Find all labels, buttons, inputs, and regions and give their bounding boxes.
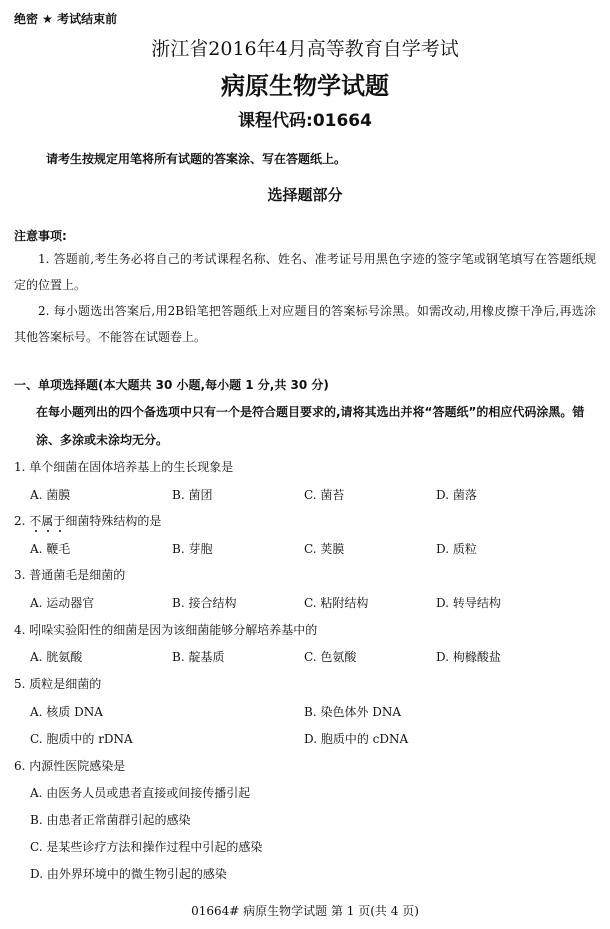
question-option: D. 转导结构	[436, 596, 501, 610]
question-option: D. 胞质中的 cDNA	[304, 732, 409, 746]
emphasis-text: 不属于	[29, 514, 66, 528]
question-option: B. 由患者正常菌群引起的感染	[30, 813, 191, 827]
answer-instruction: 请考生按规定用笔将所有试题的答案涂、写在答题纸上。	[46, 152, 347, 166]
section-description: 在每小题列出的四个备选项中只有一个是符合题目要求的,请将其选出并将“答题纸”的相应代码涂黑。错涂、多涂或未涂均无分。	[36, 405, 585, 447]
notice-heading: 注意事项:	[14, 229, 67, 243]
question-option: B. 染色体外 DNA	[304, 705, 402, 719]
question-option: B. 芽胞	[172, 542, 213, 556]
question-option: C. 色氨酸	[304, 650, 357, 664]
question-stem: 6. 内源性医院感染是	[14, 759, 126, 773]
question-option: A. 胱氨酸	[30, 650, 83, 664]
question-option: D. 质粒	[436, 542, 477, 556]
question-text: 细菌特殊结构的是	[65, 514, 162, 528]
question-option: C. 胞质中的 rDNA	[30, 732, 133, 746]
question-option: B. 接合结构	[172, 596, 237, 610]
notice-item: 1. 答题前,考生务必将自己的考试课程名称、姓名、准考证号用黑色字迹的签字笔或钢笔填写在答题纸规定的位置上。	[14, 252, 596, 292]
notice-item: 2. 每小题选出答案后,用2B铅笔把答题纸上对应题目的答案标号涂黑。如需改动,用橡皮擦干净后,再选涂其他答案标号。不能答在试题卷上。	[14, 304, 596, 344]
question-option: B. 菌团	[172, 488, 213, 502]
question-option: D. 菌落	[436, 488, 477, 502]
question-option: B. 靛基质	[172, 650, 225, 664]
confidential-mark: 绝密 ★ 考试结束前	[14, 12, 118, 26]
question-stem	[14, 512, 161, 529]
subject-title: 病原生物学试题	[221, 72, 389, 100]
question-option: A. 鞭毛	[30, 542, 71, 556]
question-stem: 1. 单个细菌在固体培养基上的生长现象是	[14, 460, 234, 474]
question-stem: 4. 吲哚实验阳性的细菌是因为该细菌能够分解培养基中的	[14, 623, 318, 637]
question-option: C. 荚膜	[304, 542, 345, 556]
question-option: C. 粘附结构	[304, 596, 369, 610]
question-option: D. 枸橼酸盐	[436, 650, 501, 664]
question-option: A. 核质 DNA	[30, 705, 103, 719]
question-number: 2.	[14, 514, 30, 528]
question-option: D. 由外界环境中的微生物引起的感染	[30, 867, 227, 881]
part-title: 选择题部分	[267, 186, 343, 204]
section-heading: 一、单项选择题(本大题共 30 小题,每小题 1 分,共 30 分)	[14, 378, 329, 392]
question-option: C. 菌苔	[304, 488, 345, 502]
question-stem: 5. 质粒是细菌的	[14, 677, 102, 691]
question-option: A. 菌膜	[30, 488, 71, 502]
question-option: A. 由医务人员或患者直接或间接传播引起	[30, 786, 251, 800]
question-option: C. 是某些诊疗方法和操作过程中引起的感染	[30, 840, 263, 854]
question-stem: 3. 普通菌毛是细菌的	[14, 568, 126, 582]
page-footer: 01664# 病原生物学试题 第 1 页(共 4 页)	[191, 904, 419, 918]
question-option: A. 运动器官	[30, 596, 95, 610]
course-code: 课程代码:01664	[238, 111, 372, 131]
exam-title: 浙江省2016年4月高等教育自学考试	[151, 38, 459, 60]
